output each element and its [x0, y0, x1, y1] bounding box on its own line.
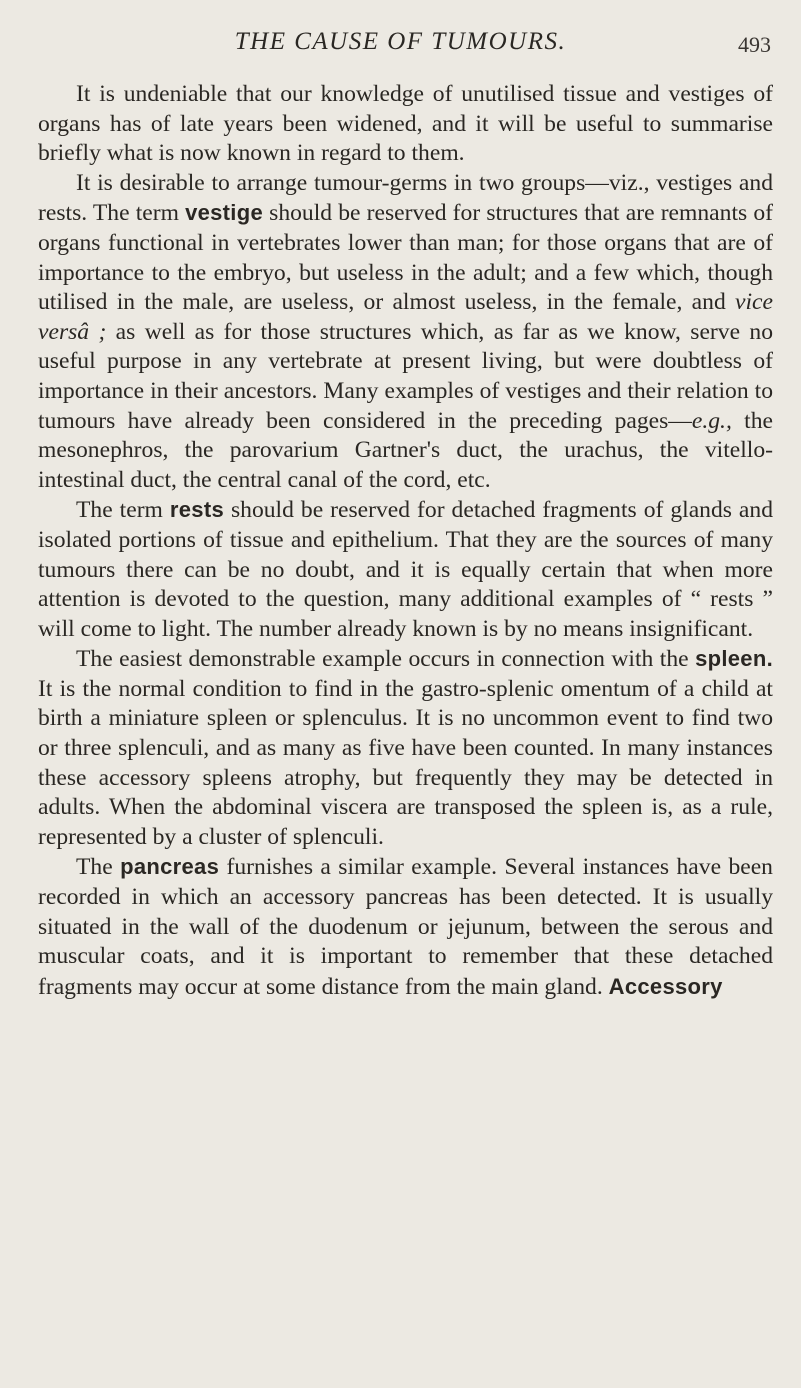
p5-text-a: The [76, 854, 121, 881]
p3-text-c: should be reserved for detached fragments of glands and isolated portions of tissue and epithelium. That they are the sources of many tumours there can be no doubt, and it is equally certain that when more attention is devoted to the question, many additional examples of “ rests ” will come to light. The number already known is by no means insignificant. [38, 497, 773, 642]
vice-versa: vice versâ ; [38, 289, 773, 345]
p2-text-e: as well as for those structures which, as far as we know, serve no useful purpose in any vertebrate at present living, but were doubtless of importance in their ancestors. Many examples of vestiges and their relation to tumours have already been considered in the preceding pages— [38, 318, 773, 434]
body-text [38, 80, 773, 1002]
p2-text-g: the mesonephros, the parovarium Gartner's duct, the urachus, the vitello-intestinal duct, the central canal of the cord, etc. [38, 407, 773, 493]
p4-text-c: It is the normal condition to find in the gastro-splenic omentum of a child at birth a miniature spleen or splenculus. It is no uncommon event to find two or three splenculi, and as many as five have been counted. In many instances these accessory spleens atrophy, but frequently they may be detected in adults. When the abdominal viscera are transposed the spleen is, as a rule, represented by a cluster of splenculi. [38, 675, 773, 850]
paragraph-4 [38, 644, 773, 852]
running-title: THE CAUSE OF TUMOURS. [234, 28, 567, 55]
paragraph-3 [38, 495, 773, 644]
eg-abbrev: e.g., [691, 407, 732, 434]
page-number: 493 [738, 32, 771, 57]
running-head [0, 22, 801, 62]
term-spleen: spleen. [695, 646, 773, 672]
term-rests: rests [169, 497, 224, 523]
term-pancreas: pancreas [120, 854, 220, 880]
paragraph-2 [38, 169, 773, 496]
catchword-accessory: Accessory [608, 973, 723, 999]
term-vestige: vestige [185, 200, 263, 226]
p2-text-c: should be reserved for structures that are remnants of organs functional in vertebrates lower than man; for those organs that are of importance to the embryo, but useless in the adult; and a few which, though utilised in the male, are useless, or almost useless, in the female, and [38, 200, 773, 316]
paragraph-1: It is undeniable that our knowledge of unutilised tissue and vestiges of organs has of late years been widened, and it will be useful to summarise briefly what is now known in regard to them. [38, 81, 773, 167]
paragraph-5 [38, 852, 773, 1002]
p5-text-c: furnishes a similar example. Several instances have been recorded in which an accessory pancreas has been detected. It is usually situated in the wall of the duodenum or jejunum, between the serous and muscular coats, and it is important to remember that these detached fragments may occur at some distance from the main gland. [38, 854, 773, 1000]
p2-text-a: It is desirable to arrange tumour-germs in two groups—viz., vestiges and rests. The term [38, 169, 773, 227]
p4-text-a: The easiest demonstrable example occurs in connection with the [76, 646, 696, 673]
p3-text-a: The term [76, 497, 170, 524]
